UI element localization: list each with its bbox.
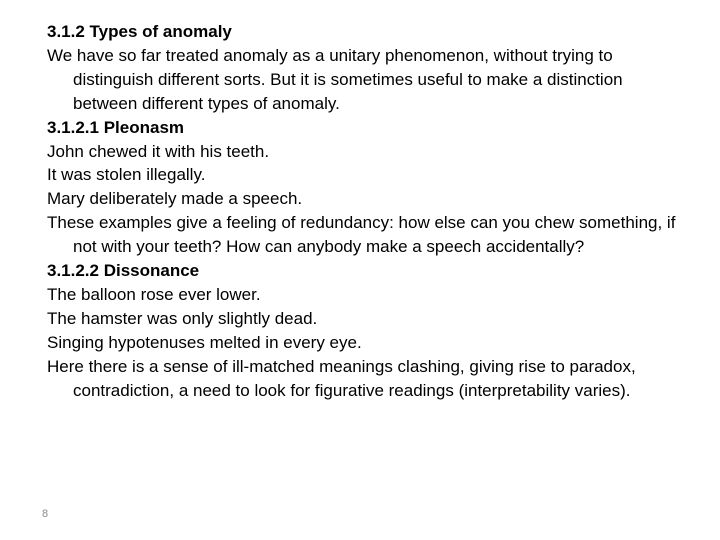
dissonance-example: The balloon rose ever lower. (47, 284, 261, 304)
intro-paragraph: We have so far treated anomaly as a unitary phenomenon, without trying to distinguish different sorts. But it is sometimes useful to make a distinction between different types of anomaly. (47, 45, 623, 113)
pleonasm-example: It was stolen illegally. (47, 165, 206, 185)
dissonance-comment: Here there is a sense of ill-matched meanings clashing, giving rise to paradox, contradiction, a need to look for figurative readings (interpretability varies). (47, 356, 636, 400)
subsection-heading-pleonasm: 3.1.2.1 Pleonasm (47, 117, 185, 137)
pleonasm-example: John chewed it with his teeth. (47, 141, 270, 161)
slide-body (47, 20, 687, 403)
section-heading-types-of-anomaly: 3.1.2 Types of anomaly (47, 22, 232, 41)
dissonance-example: The hamster was only slightly dead. (47, 308, 318, 328)
pleonasm-comment: These examples give a feeling of redundancy: how else can you chew something, if not with your teeth? How can anybody make a speech accidentally? (47, 213, 676, 257)
subsection-heading-dissonance: 3.1.2.2 Dissonance (47, 261, 200, 281)
page-number: 8 (42, 508, 49, 520)
dissonance-example: Singing hypotenuses melted in every eye. (47, 332, 362, 352)
pleonasm-example: Mary deliberately made a speech. (47, 189, 303, 209)
